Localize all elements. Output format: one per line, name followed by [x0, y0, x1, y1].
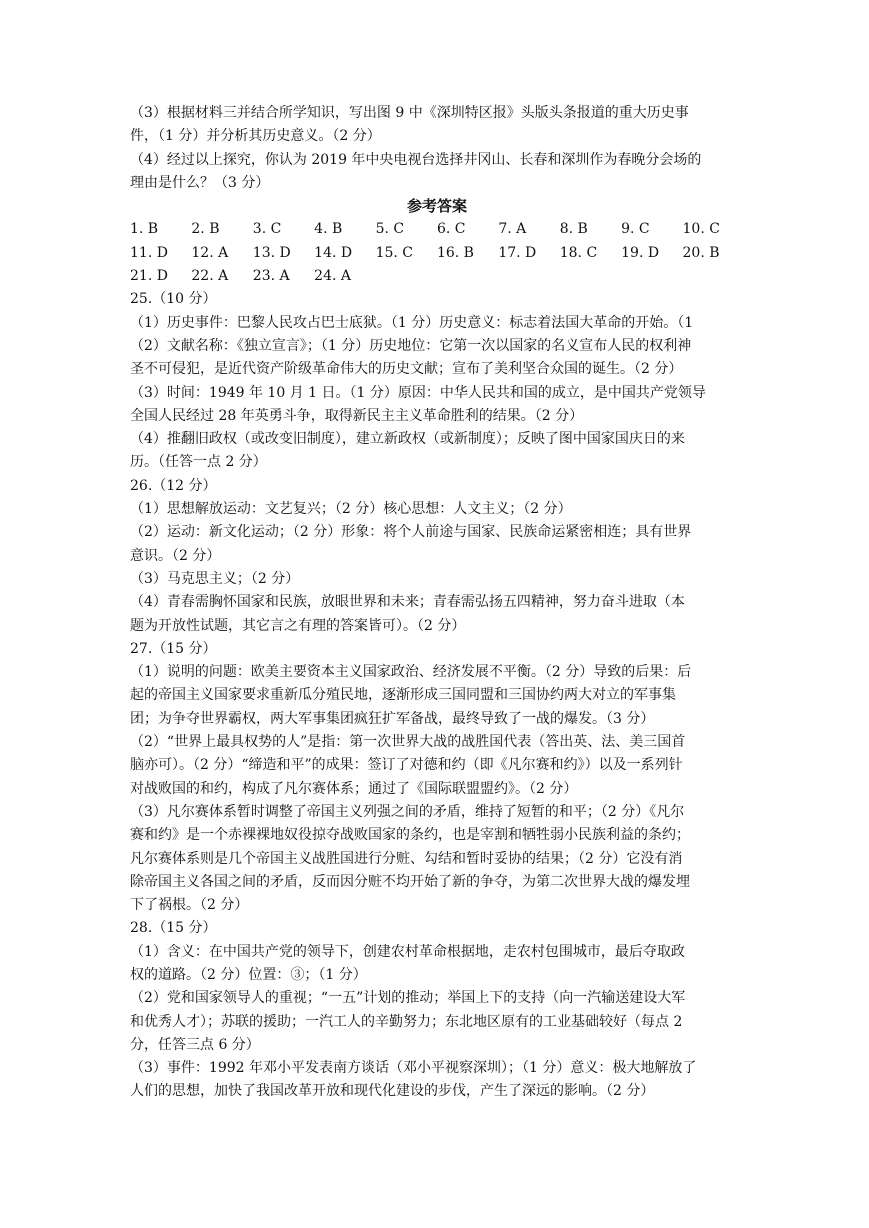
answer-line: 团；为争夺世界霸权，两大军事集团疯狂扩军备战，最终导致了一战的爆发。（3 分）: [130, 710, 655, 727]
answer-line: 起的帝国主义国家要求重新瓜分殖民地，逐渐形成三国同盟和三国协约两大对立的军事集: [130, 687, 676, 704]
question-line: （3）根据材料三并结合所学知识，写出图 9 中《深圳特区报》头版头条报道的重大历史事: [130, 105, 689, 121]
choice-answer: 7. A: [498, 221, 527, 238]
question-line: 件，（1 分）并分析其历史意义。（2 分）: [130, 128, 381, 145]
choice-answer: 13. D: [252, 244, 291, 261]
choice-answer: 11. D: [130, 244, 168, 261]
question-line: 理由是什么？（3 分）: [130, 174, 270, 191]
answer-line: （3）马克思主义；（2 分）: [130, 570, 300, 587]
answer-line: 26.（12 分）: [130, 477, 217, 494]
question-block: [130, 102, 744, 195]
answer-line: 下了祸根。（2 分）: [130, 897, 249, 914]
choice-answer: 22. A: [191, 268, 229, 285]
answer-title: 参考答案: [406, 197, 467, 216]
choice-answer: 8. B: [559, 221, 588, 238]
choice-answer: 20. B: [682, 244, 720, 261]
answer-line: 赛和约》是一个赤裸裸地奴役掠夺战败国家的条约，也是宰割和牺牲弱小民族利益的条约；: [130, 827, 690, 844]
choice-row: [130, 218, 744, 241]
choice-answer: 18. C: [559, 244, 598, 261]
choice-answer: 19. D: [621, 244, 660, 261]
choice-answer: 4. B: [314, 221, 343, 238]
choice-answer: 17. D: [498, 244, 537, 261]
answer-line: （4）青春需胸怀国家和民族，放眼世界和未来；青春需弘扬五四精神，努力奋斗进取（本: [130, 594, 685, 611]
choice-answer: 12. A: [191, 244, 229, 261]
answer-line: 历。（任答一点 2 分）: [130, 454, 267, 471]
choice-answer: 21. D: [130, 268, 168, 285]
answer-line: 分，任答三点 6 分）: [130, 1036, 260, 1053]
choice-answer: 1. B: [130, 221, 159, 238]
answer-line: （4）推翻旧政权（或改变旧制度），建立新政权（或新制度）；反映了图中国家国庆日的来: [130, 431, 685, 448]
choice-row: [130, 242, 744, 265]
answer-line: 27.（15 分）: [130, 640, 217, 657]
answer-body: [130, 288, 744, 1103]
answer-line: （3）事件：1992 年邓小平发表南方谈话（邓小平视察深圳）；（1 分）意义：极大地解放了: [130, 1060, 697, 1077]
choice-answer: 16. B: [436, 244, 474, 261]
choice-answer: 5. C: [375, 221, 405, 238]
answer-line: （2）文献名称：《独立宣言》；（1 分）历史地位：它第一次以国家的名义宣布人民的权利神: [130, 337, 692, 354]
answer-line: 和优秀人才）；苏联的援助；一汽工人的辛勤努力；东北地区原有的工业基础较好（每点 2: [130, 1013, 683, 1030]
answer-line: 除帝国主义各国之间的矛盾，反而因分赃不均开始了新的争夺，为第二次世界大战的爆发埋: [130, 873, 690, 890]
answer-line: （1）历史事件：巴黎人民攻占巴士底狱。（1 分）历史意义：标志着法国大革命的开始。（1: [130, 314, 694, 331]
choice-answer: 23. A: [252, 268, 290, 285]
page-content: [130, 102, 744, 1104]
answer-line: 凡尔赛体系则是几个帝国主义战胜国进行分赃、勾结和暂时妥协的结果；（2 分）它没有消: [130, 850, 683, 867]
question-line: （4）经过以上探究，你认为 2019 年中央电视台选择井冈山、长春和深圳作为春晚分会场的: [130, 151, 702, 168]
answer-line: （3）时间：1949 年 10 月 1 日。（1 分）原因：中华人民共和国的成立，是中国共产党领导: [130, 384, 706, 401]
answer-line: （1）思想解放运动：文艺复兴；（2 分）核心思想：人文主义；（2 分）: [130, 501, 572, 518]
answer-line: 圣不可侵犯，是近代资产阶级革命伟大的历史文献；宣布了美利坚合众国的诞生。（2 分）: [130, 361, 683, 378]
choice-answer: 6. C: [436, 221, 466, 238]
answer-line: 全国人民经过 28 年英勇斗争，取得新民主主义革命胜利的结果。（2 分）: [130, 407, 584, 424]
choice-answer: 2. B: [191, 221, 220, 238]
answer-line: （1）含义：在中国共产党的领导下，创建农村革命根据地，走农村包围城市，最后夺取政: [130, 943, 685, 960]
answer-line: 25.（10 分）: [130, 291, 217, 308]
choice-answer: 15. C: [375, 244, 413, 261]
answer-line: （3）凡尔赛体系暂时调整了帝国主义列强之间的矛盾，维持了短暂的和平；（2 分）《凡尔: [130, 803, 685, 820]
choice-answer: 3. C: [252, 221, 282, 238]
answer-line: 意识。（2 分）: [130, 547, 221, 564]
choice-answer: 14. D: [314, 244, 353, 261]
answer-line: （2）“世界上最具权势的人”是指：第一次世界大战的战胜国代表（答出英、法、美三国首: [130, 734, 686, 751]
answer-line: 28.（15 分）: [130, 920, 217, 937]
choice-answer: 10. C: [682, 221, 720, 238]
answer-line: （2）党和国家领导人的重视；“一五”计划的推动；举国上下的支持（向一汽输送建设大军: [130, 990, 686, 1007]
choice-answer: 9. C: [621, 221, 650, 238]
choice-answer: 24. A: [314, 268, 351, 285]
answer-line: 题为开放性试题，其它言之有理的答案皆可）。（2 分）: [130, 617, 466, 634]
answer-line: 对战败国的和约，构成了凡尔赛体系；通过了《国际联盟盟约》。（2 分）: [130, 780, 578, 797]
answer-line: 权的道路。（2 分）位置：③；（1 分）: [130, 966, 367, 983]
choice-answers: [130, 218, 744, 288]
answer-line: 人们的思想，加快了我国改革开放和现代化建设的步伐，产生了深远的影响。（2 分）: [130, 1083, 655, 1100]
choice-row: [130, 265, 744, 288]
answer-line: 脑亦可）。（2 分）“缔造和平”的成果：签订了对德和约（即《凡尔赛和约》）以及一系列针: [130, 757, 683, 774]
answer-line: （2）运动：新文化运动；（2 分）形象：将个人前途与国家、民族命运紧密相连；具有世界: [130, 524, 692, 541]
answer-line: （1）说明的问题：欧美主要资本主义国家政治、经济发展不平衡。（2 分）导致的后果：后: [130, 664, 692, 681]
